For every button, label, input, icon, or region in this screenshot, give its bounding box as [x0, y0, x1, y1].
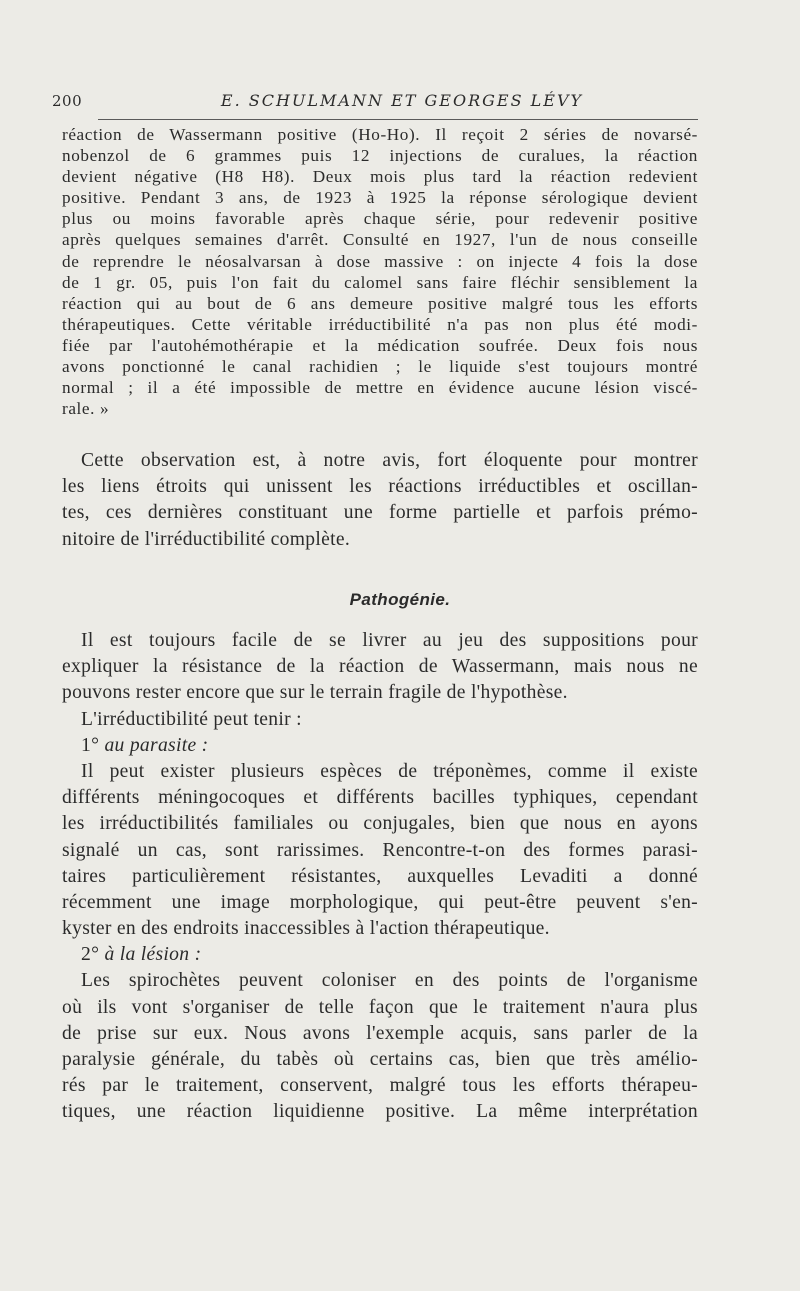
quote-line: fiée par l'autohémothérapie et la médication soufrée. Deux fois nous: [62, 335, 698, 355]
body-line: taires particulièrement résistantes, auxquelles Levaditi a donné: [62, 865, 698, 887]
subheading-label: à la lésion :: [104, 944, 202, 966]
quote-line: rale. »: [62, 399, 110, 419]
quote-line: devient négative (H8 H8). Deux mois plus tard la réaction redevient: [62, 167, 698, 187]
quote-line: nobenzol de 6 grammes puis 12 injections de curalues, la réaction: [62, 146, 698, 166]
body-line: différents méningocoques et différents bacilles typhiques, cependant: [62, 787, 698, 809]
running-head: E. SCHULMANN ET GEORGES LÉVY: [220, 91, 584, 110]
body-line: de prise sur eux. Nous avons l'exemple acquis, sans parler de la: [62, 1022, 698, 1044]
body-line: Les spirochètes peuvent coloniser en des points de l'organisme: [81, 970, 698, 992]
subheading-parasite: [62, 733, 698, 759]
body-line: Il peut exister plusieurs espèces de tréponèmes, comme il existe: [81, 760, 698, 782]
quote-line: plus ou moins favorable après chaque série, pour redevenir positive: [62, 209, 698, 229]
body-line: récemment une image morphologique, qui peut-être peuvent s'en-: [62, 891, 698, 913]
body-line: tiques, une réaction liquidienne positive. La même interprétation: [62, 1101, 698, 1123]
quote-line: positive. Pendant 3 ans, de 1923 à 1925 la réponse sérologique devient: [62, 188, 698, 208]
quote-line: avons ponctionné le canal rachidien ; le liquide s'est toujours montré: [62, 357, 698, 377]
body-line: kyster en des endroits inaccessibles à l'action thérapeutique.: [62, 918, 550, 940]
body-line: Cette observation est, à notre avis, fort éloquente pour montrer: [81, 450, 698, 471]
body-line: où ils vont s'organiser de telle façon que le traitement n'aura plus: [62, 996, 698, 1018]
body-line: rés par le traitement, conservent, malgré tous les efforts thérapeu-: [62, 1075, 698, 1097]
quote-line: après quelques semaines d'arrêt. Consulté en 1927, l'un de nous conseille: [62, 230, 698, 250]
body-line: les irréductibilités familiales ou conjugales, bien que nous en ayons: [62, 813, 698, 835]
subheading-lesion: [62, 942, 698, 968]
page-number: 200: [52, 92, 83, 110]
quote-line: réaction qui au bout de 6 ans demeure positive malgré tous les efforts: [62, 293, 698, 313]
subheading-label: au parasite :: [104, 734, 209, 756]
body-line: les liens étroits qui unissent les réactions irréductibles et oscillan-: [62, 476, 698, 498]
quote-line: réaction de Wassermann positive (Ho-Ho). Il reçoit 2 séries de novarsé-: [62, 125, 698, 144]
page-header: [52, 92, 700, 122]
body-line: pouvons rester encore que sur le terrain fragile de l'hypothèse.: [62, 682, 568, 704]
subheading-number: 2°: [81, 944, 100, 966]
observation-quote: [62, 124, 698, 419]
quote-line: de 1 gr. 05, puis l'on fait du calomel sans faire fléchir sensiblement la: [62, 272, 698, 292]
header-rule: [98, 119, 698, 120]
body-line: paralysie générale, du tabès où certains cas, bien que très amélio-: [62, 1049, 698, 1070]
paragraph-observation-comment: [62, 448, 698, 553]
body-line: expliquer la résistance de la réaction de Wassermann, mais nous ne: [62, 656, 698, 678]
body-line: signalé un cas, sont rarissimes. Rencontre-t-on des formes parasi-: [62, 839, 698, 861]
section-heading: Pathogénie.: [349, 590, 451, 609]
quote-line: thérapeutiques. Cette véritable irréductibilité n'a pas non plus été modi-: [62, 314, 698, 334]
body-line: L'irréductibilité peut tenir :: [81, 708, 302, 730]
quote-line: de reprendre le néosalvarsan à dose massive : on injecte 4 fois la dose: [62, 251, 698, 271]
body-line: Il est toujours facile de se livrer au jeu des suppositions pour: [81, 630, 698, 651]
body-line: nitoire de l'irréductibilité complète.: [62, 528, 351, 550]
quote-line: normal ; il a été impossible de mettre en évidence aucune lésion viscé-: [62, 378, 698, 398]
paragraph-hypothesis: [62, 628, 698, 1126]
subheading-number: 1°: [81, 734, 100, 756]
body-line: tes, ces dernières constituant une forme partielle et parfois prémo-: [62, 502, 698, 524]
